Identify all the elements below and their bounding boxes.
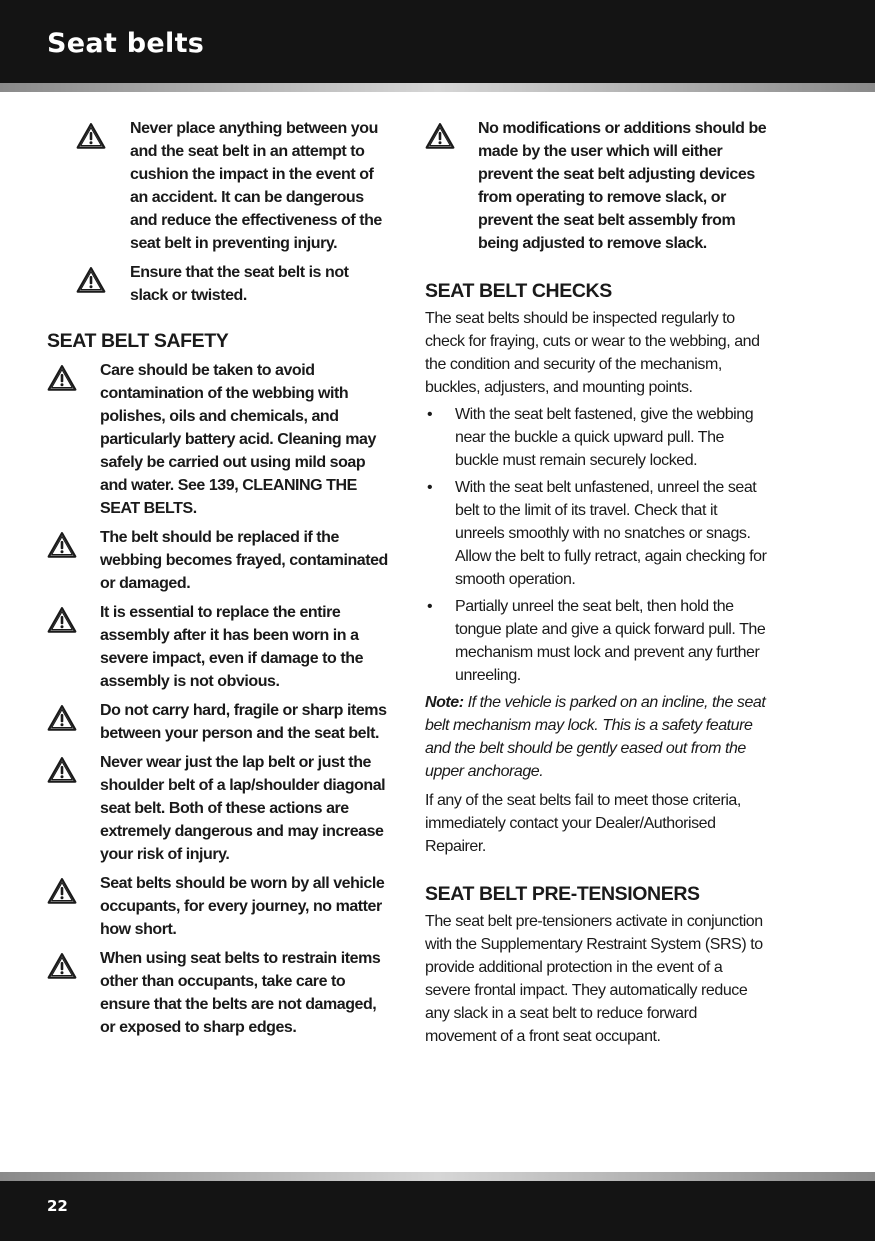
warning-icon (47, 704, 77, 732)
warning-text: Never wear just the lap belt or just the shoulder belt of a lap/shoulder diagonal seat belt. Both of these actions are extremely dangerous and may increase your risk of injury. (100, 754, 386, 863)
warning-text: Do not carry hard, fragile or sharp items between your person and the seat belt. (100, 702, 387, 742)
warning-item (47, 261, 389, 307)
section-heading-safety: SEAT BELT SAFETY (47, 330, 229, 352)
warning-item (47, 751, 389, 866)
warning-icon (425, 122, 455, 150)
list-item (425, 403, 768, 472)
bullet-marker: • (427, 406, 433, 423)
warning-text: When using seat belts to restrain items other than occupants, take care to ensure that the belts are not damaged, or exposed to sharp edges. (100, 950, 381, 1036)
warning-icon (47, 531, 77, 559)
warning-text: Care should be taken to avoid contamination of the webbing with polishes, oils and chemicals, and particularly battery acid. Cleaning may safely be carried out using mild soap and water. See 139, CLEANING THE SEAT BELTS. (100, 362, 376, 517)
warning-item (47, 947, 389, 1039)
page-title: Seat belts (47, 28, 205, 59)
warning-icon (47, 364, 77, 392)
warning-item (47, 117, 389, 255)
warning-icon (47, 952, 77, 980)
bullet-marker: • (427, 598, 433, 615)
section-heading-pretensioners: SEAT BELT PRE-TENSIONERS (425, 883, 700, 905)
checks-outro: If any of the seat belts fail to meet those criteria, immediately contact your Dealer/Authorised Repairer. (425, 792, 741, 855)
warning-text: Seat belts should be worn by all vehicle occupants, for every journey, no matter how short. (100, 875, 385, 938)
header-divider (0, 83, 875, 92)
list-item-text: Partially unreel the seat belt, then hold the tongue plate and give a quick forward pull. The mechanism must lock and prevent any further unreeling. (455, 598, 766, 684)
warning-icon (47, 606, 77, 634)
warning-text: Never place anything between you and the seat belt in an attempt to cushion the impact in the event of an accident. It can be dangerous and reduce the effectiveness of the seat belt in preventing injury. (130, 120, 382, 252)
warning-item (47, 699, 389, 745)
warning-text: It is essential to replace the entire assembly after it has been worn in a severe impact, even if damage to the assembly is not obvious. (100, 604, 364, 690)
warning-icon (47, 877, 77, 905)
left-column (47, 117, 389, 1045)
warning-item (47, 872, 389, 941)
page-header (0, 0, 875, 83)
list-item (425, 595, 768, 687)
warning-icon (76, 266, 106, 294)
warning-item (425, 117, 768, 255)
warning-text: Ensure that the seat belt is not slack or twisted. (130, 264, 349, 304)
section-heading-checks: SEAT BELT CHECKS (425, 280, 612, 302)
note (425, 691, 768, 783)
page-footer (0, 1181, 875, 1241)
warning-item (47, 526, 389, 595)
warning-text: No modifications or additions should be made by the user which will either prevent the seat belt adjusting devices from operating to remove slack, or prevent the seat belt assembly from being adjusted to remove slack. (478, 120, 767, 252)
right-column (425, 117, 768, 1052)
warning-text: The belt should be replaced if the webbing becomes frayed, contaminated or damaged. (100, 529, 388, 592)
warning-icon (47, 756, 77, 784)
checks-intro: The seat belts should be inspected regularly to check for fraying, cuts or wear to the webbing, and the condition and security of the mechanism, buckles, adjusters, and mounting points. (425, 310, 760, 396)
bullet-marker: • (427, 479, 433, 496)
note-text: If the vehicle is parked on an incline, the seat belt mechanism may lock. This is a safety feature and the belt should be gently eased out from the upper anchorage. (425, 694, 766, 780)
warning-item (47, 601, 389, 693)
note-label: Note: (425, 694, 464, 711)
list-item-text: With the seat belt fastened, give the webbing near the buckle a quick upward pull. The buckle must remain securely locked. (455, 406, 754, 469)
pretensioners-text: The seat belt pre-tensioners activate in conjunction with the Supplementary Restraint System (SRS) to provide additional protection in the event of a severe frontal impact. They automatically reduce any slack in a seat belt to reduce forward movement of a front seat occupant. (425, 913, 763, 1045)
list-item (425, 476, 768, 591)
list-item-text: With the seat belt unfastened, unreel the seat belt to the limit of its travel. Check that it unreels smoothly with no snatches or snags. Allow the belt to fully retract, again checking for smooth operation. (455, 479, 767, 588)
footer-divider (0, 1172, 875, 1181)
warning-icon (76, 122, 106, 150)
warning-item (47, 359, 389, 520)
page-number: 22 (47, 1197, 68, 1215)
